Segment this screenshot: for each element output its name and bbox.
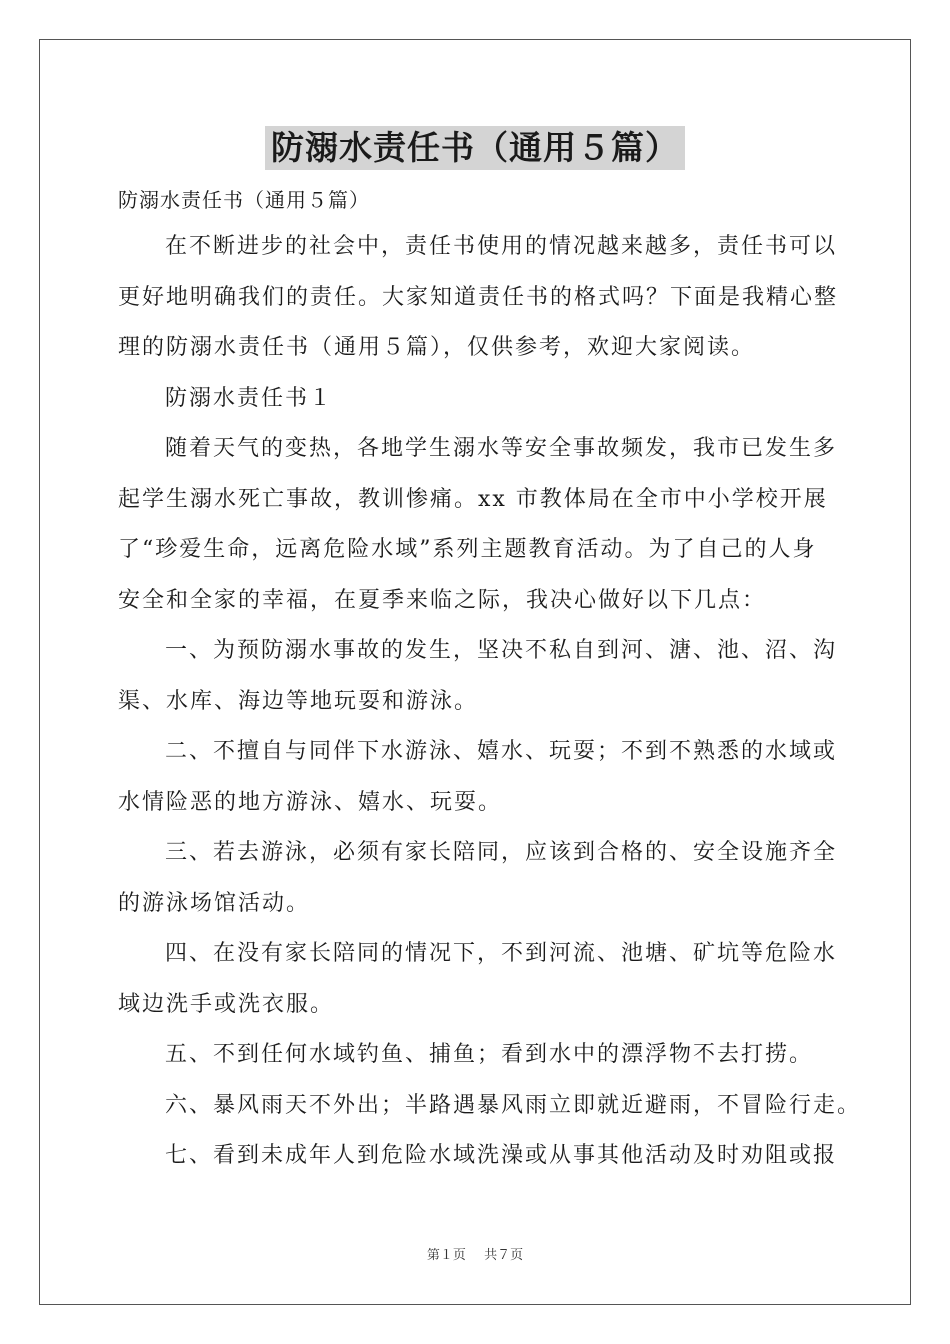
page-total: 共７页 <box>484 1248 524 1263</box>
text-line: 水情险恶的地方游泳、嬉水、玩耍。 <box>118 789 503 815</box>
text-line: 安全和全家的幸福，在夏季来临之际，我决心做好以下几点： <box>118 587 767 613</box>
document-title: 防溺水责任书（通用５篇） <box>265 126 685 170</box>
text-line: 五、不到任何水域钓鱼、捕鱼；看到水中的漂浮物不去打捞。 <box>165 1042 814 1067</box>
text-line: 域边洗手或洗衣服。 <box>118 991 335 1017</box>
text-line: 的游泳场馆活动。 <box>118 890 311 916</box>
document-body <box>118 178 862 1182</box>
text-line: 理的防溺水责任书（通用５篇），仅供参考，欢迎大家阅读。 <box>118 335 756 360</box>
text-line: 在不断进步的社会中，责任书使用的情况越来越多，责任书可以 <box>165 234 838 259</box>
text-line: 七、看到未成年人到危险水域洗澡或从事其他活动及时劝阻或报 <box>165 1143 838 1168</box>
text-line: 一、为预防溺水事故的发生，坚决不私自到河、溏、池、沼、沟 <box>165 638 838 663</box>
text-line: 防溺水责任书（通用５篇） <box>118 188 370 212</box>
page-number: 第１页 <box>426 1248 466 1263</box>
title-wrapper <box>0 126 950 170</box>
page-footer <box>0 1244 950 1263</box>
text-line: 随着天气的变热，各地学生溺水等安全事故频发，我市已发生多 <box>165 436 838 461</box>
text-line: 渠、水库、海边等地玩耍和游泳。 <box>118 688 479 714</box>
text-line: 三、若去游泳，必须有家长陪同，应该到合格的、安全设施齐全 <box>165 840 838 865</box>
text-line: 更好地明确我们的责任。大家知道责任书的格式吗？下面是我精心整 <box>118 284 839 310</box>
text-line: 二、不擅自与同伴下水游泳、嬉水、玩耍；不到不熟悉的水域或 <box>165 739 838 764</box>
text-line: 起学生溺水死亡事故，教训惨痛。xx 市教体局在全市中小学校开展 <box>118 486 828 512</box>
section-heading: 防溺水责任书１ <box>165 385 334 411</box>
text-line: 六、暴风雨天不外出；半路遇暴风雨立即就近避雨，不冒险行走。 <box>165 1092 862 1118</box>
text-line: 四、在没有家长陪同的情况下，不到河流、池塘、矿坑等危险水 <box>165 941 838 966</box>
text-line: 了“珍爱生命，远离危险水域”系列主题教育活动。为了自己的人身 <box>118 537 817 562</box>
